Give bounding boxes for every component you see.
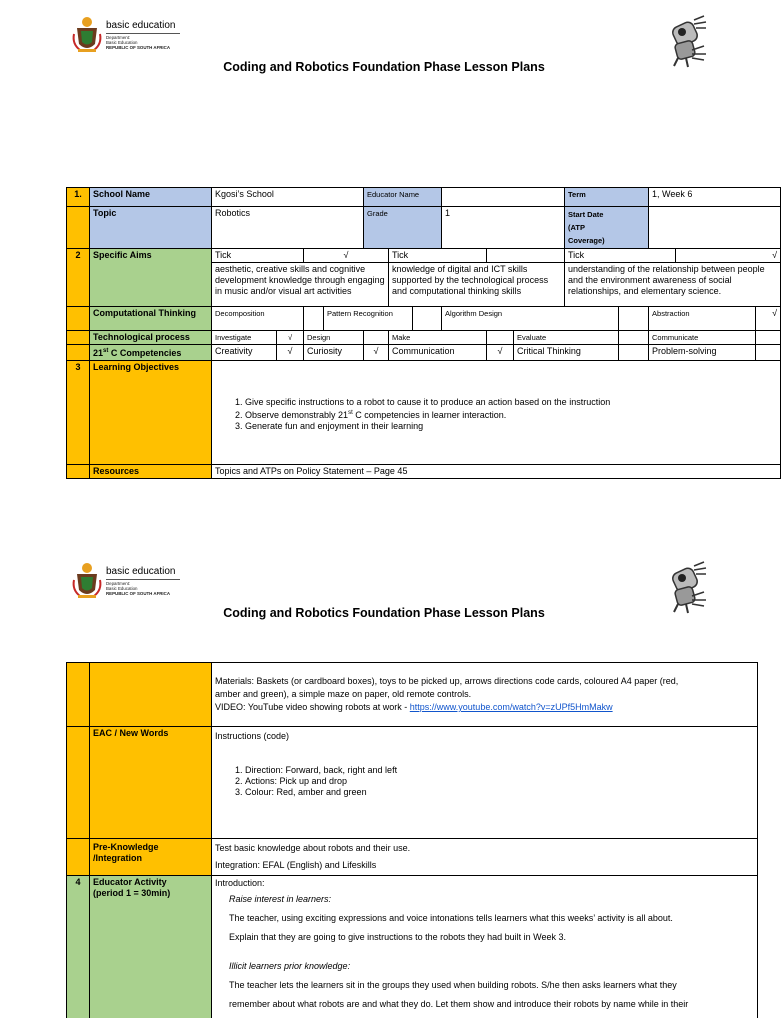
- design-option: Design: [304, 331, 364, 345]
- pattern-recognition-check: [413, 307, 442, 331]
- logo-sub-line: Basic Education: [106, 40, 138, 45]
- materials-text: Materials: Baskets (or cardboard boxes), toys to be picked up, arrows directions code cards, coloured A4 paper (red,: [215, 676, 679, 686]
- school-name-value: Kgosi’s School: [212, 188, 364, 207]
- curiosity-check: √: [364, 345, 389, 361]
- introduction-heading: Introduction:: [215, 878, 265, 888]
- pre-knowledge-label: [90, 839, 212, 876]
- row-number-empty: [67, 727, 90, 839]
- logo-sub-line: REPUBLIC OF SOUTH AFRICA: [106, 591, 170, 596]
- resources-value: Topics and ATPs on Policy Statement – Page 45: [212, 465, 781, 479]
- logo-sub-line: Basic Education: [106, 586, 138, 591]
- objective-item: 3. Generate fun and enjoyment in their learning: [245, 421, 777, 432]
- logo-sub-line: Department:: [106, 581, 131, 586]
- logo-sub-line: REPUBLIC OF SOUTH AFRICA: [106, 45, 170, 50]
- technological-process-label: Technological process: [90, 331, 212, 345]
- row-number-empty: [67, 345, 90, 361]
- logo-divider: [106, 33, 180, 34]
- objective-text-a: Observe demonstrably 21: [245, 409, 349, 420]
- activity-paragraph: Explain that they are going to give instructions to the robots they had built in Week 3.: [229, 932, 567, 942]
- problem-solving-check: [756, 345, 781, 361]
- superscript: st: [348, 409, 353, 416]
- start-date-label: [565, 207, 649, 249]
- start-date-line: (ATP: [568, 223, 585, 232]
- start-date-value: [649, 207, 781, 249]
- abstraction-check: √: [756, 307, 781, 331]
- grade-label: Grade: [364, 207, 442, 249]
- educator-name-value: [442, 188, 565, 207]
- document-title: Coding and Robotics Foundation Phase Lesson Plans: [223, 606, 545, 620]
- raise-interest-text: Raise interest in learners: [229, 894, 329, 904]
- educator-activity-line: Educator Activity: [93, 877, 167, 887]
- superscript: st: [103, 348, 109, 354]
- lesson-plan-table-2: [66, 662, 758, 1018]
- objective-text-b: C competencies in learner interaction.: [352, 409, 507, 420]
- specific-aims-label: Specific Aims: [90, 249, 212, 307]
- communication-option: Communication: [389, 345, 487, 361]
- start-date-line: Start Date: [568, 210, 604, 219]
- row-number: 1.: [67, 188, 90, 207]
- school-name-label: School Name: [90, 188, 212, 207]
- educator-activity-label: [90, 876, 212, 1018]
- aim-2-check: [487, 249, 565, 263]
- algorithm-design-option: Algorithm Design: [442, 307, 619, 331]
- abstraction-option: Abstraction: [649, 307, 756, 331]
- robot-icon: [660, 560, 710, 615]
- robot-icon: [660, 14, 710, 69]
- pre-knowledge-cell: [212, 839, 758, 876]
- eac-new-words-cell: [212, 727, 758, 839]
- logo-title: basic education: [106, 20, 176, 31]
- educator-activity-line: (period 1 = 30min): [93, 888, 171, 898]
- integration-text: Integration: EFAL (English) and Lifeskills: [215, 860, 377, 870]
- competencies-label-a: 21: [93, 348, 104, 358]
- activity-paragraph: The teacher lets the learners sit in the groups they used when building robots. S/he then asks learners what they: [229, 980, 677, 990]
- critical-thinking-check: [619, 345, 649, 361]
- logo-divider: [106, 579, 180, 580]
- row-number-empty: [67, 465, 90, 479]
- tick-label: Tick: [389, 249, 487, 263]
- objective-item: [245, 408, 777, 421]
- row-number-empty: [67, 207, 90, 249]
- activity-paragraph: The teacher, using exciting expressions and voice intonations tells learners what this weeks’ activity is all about.: [229, 913, 673, 923]
- document-title: Coding and Robotics Foundation Phase Lesson Plans: [223, 60, 545, 74]
- tick-label: Tick: [565, 249, 676, 263]
- evaluate-check: [619, 331, 649, 345]
- video-line: [215, 701, 754, 714]
- coat-of-arms-icon: [72, 560, 102, 600]
- raise-interest-heading: Raise interest in learners:: [229, 894, 332, 904]
- lesson-plan-table-1: [66, 187, 781, 479]
- new-word-item: 1. Direction: Forward, back, right and left: [245, 765, 754, 776]
- logo-subtitle: [106, 581, 170, 596]
- decomposition-check: [304, 307, 324, 331]
- grade-value: 1: [442, 207, 565, 249]
- aim-2-text: knowledge of digital and ICT skills supported by the technological process and computational thinking skills: [389, 263, 565, 307]
- make-option: Make: [389, 331, 487, 345]
- computational-thinking-label: Computational Thinking: [90, 307, 212, 331]
- educator-name-label: Educator Name: [364, 188, 442, 207]
- design-check: [364, 331, 389, 345]
- video-text: VIDEO: YouTube video showing robots at work -: [215, 702, 410, 712]
- topic-value: Robotics: [212, 207, 364, 249]
- aim-1-check: √: [304, 249, 389, 263]
- materials-text: amber and green), a simple maze on paper, old remote controls.: [215, 689, 472, 699]
- dbe-logo: [72, 560, 202, 606]
- materials-cell: [212, 663, 758, 727]
- pattern-recognition-option: Pattern Recognition: [324, 307, 413, 331]
- new-word-item: 2. Actions: Pick up and drop: [245, 776, 754, 787]
- video-link[interactable]: https://www.youtube.com/watch?v=zUPf5HmMakw: [409, 702, 613, 712]
- logo-sub-line: Department:: [106, 35, 131, 40]
- illicit-knowledge-heading: Illicit learners prior knowledge:: [229, 961, 351, 971]
- row-number: 4: [67, 876, 90, 1018]
- page-header-2: [0, 546, 768, 656]
- evaluate-option: Evaluate: [514, 331, 619, 345]
- competencies-label-b: C Competencies: [108, 348, 182, 358]
- eac-intro: Instructions (code): [215, 731, 290, 741]
- problem-solving-option: Problem-solving: [649, 345, 756, 361]
- activity-paragraph: remember about what robots are and what they do. Let them show and introduce their robots by name while in their: [229, 999, 689, 1009]
- illicit-knowledge-text: Illicit learners prior knowledge: [229, 961, 348, 971]
- tick-label: Tick: [212, 249, 304, 263]
- start-date-line: Coverage): [568, 236, 605, 245]
- topic-label: Topic: [90, 207, 212, 249]
- investigate-option: Investigate: [212, 331, 277, 345]
- coat-of-arms-icon: [72, 14, 102, 54]
- learning-objectives-label: Learning Objectives: [90, 361, 212, 465]
- critical-thinking-option: Critical Thinking: [514, 345, 619, 361]
- creativity-check: √: [277, 345, 304, 361]
- spacer: [215, 947, 754, 957]
- creativity-option: Creativity: [212, 345, 277, 361]
- logo-title: basic education: [106, 566, 176, 577]
- aim-3-check: √: [676, 249, 781, 263]
- decomposition-option: Decomposition: [212, 307, 304, 331]
- row-number-empty: [67, 839, 90, 876]
- dbe-logo: [72, 14, 202, 60]
- learning-objectives-list: [212, 361, 781, 465]
- communicate-option: Communicate: [649, 331, 756, 345]
- row-number-empty: [67, 307, 90, 331]
- row-number: 3: [67, 361, 90, 465]
- algorithm-design-check: [619, 307, 649, 331]
- curiosity-option: Curiosity: [304, 345, 364, 361]
- competencies-label: [90, 345, 212, 361]
- investigate-check: √: [277, 331, 304, 345]
- logo-subtitle: [106, 35, 170, 50]
- row-number: 2: [67, 249, 90, 307]
- new-word-item: 3. Colour: Red, amber and green: [245, 787, 754, 798]
- make-check: [487, 331, 514, 345]
- objective-item: 1. Give specific instructions to a robot to cause it to produce an action based on the instruction: [245, 397, 777, 408]
- eac-new-words-label: EAC / New Words: [90, 727, 212, 839]
- materials-label: [90, 663, 212, 727]
- communicate-check: [756, 331, 781, 345]
- row-number-empty: [67, 663, 90, 727]
- communication-check: √: [487, 345, 514, 361]
- resources-label: Resources: [90, 465, 212, 479]
- pre-knowledge-line: /Integration: [93, 853, 142, 863]
- term-label: Term: [565, 188, 649, 207]
- page-header-1: [0, 0, 768, 110]
- pre-knowledge-text: Test basic knowledge about robots and their use.: [215, 843, 411, 853]
- term-value: 1, Week 6: [649, 188, 781, 207]
- row-number-empty: [67, 331, 90, 345]
- educator-activity-cell: [212, 876, 758, 1018]
- aim-3-text: understanding of the relationship between people and the environment awareness of social relationships, and elementary science.: [565, 263, 781, 307]
- aim-1-text: aesthetic, creative skills and cognitive development knowledge through engaging in music and/or visual art activities: [212, 263, 389, 307]
- pre-knowledge-line: Pre-Knowledge: [93, 842, 159, 852]
